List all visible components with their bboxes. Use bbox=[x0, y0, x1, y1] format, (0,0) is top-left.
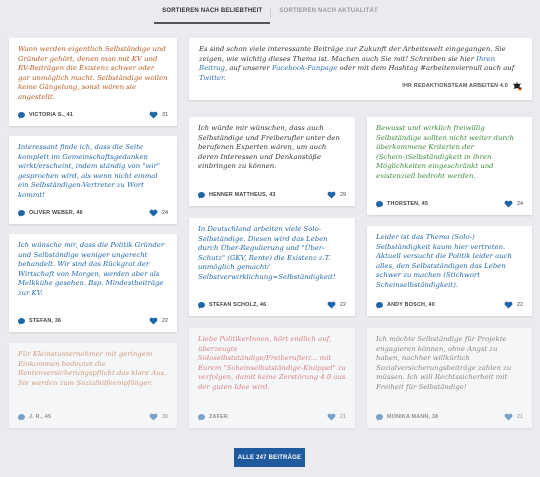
load-all-contributions-button[interactable]: ALLE 247 BEITRÄGE bbox=[234, 448, 305, 467]
tab-sort-recency[interactable]: SORTIEREN NACH AKTUALITÄT bbox=[279, 8, 378, 14]
author-name: ZAFER bbox=[209, 414, 228, 420]
editorial-signature bbox=[402, 81, 522, 91]
twitter-link[interactable]: Twitter bbox=[199, 73, 224, 82]
like-count: 21 bbox=[517, 414, 523, 420]
heart-icon bbox=[504, 413, 513, 421]
heart-icon bbox=[327, 301, 336, 309]
card-footer bbox=[376, 412, 523, 422]
heart-icon bbox=[149, 209, 158, 217]
speech-bubble-icon bbox=[376, 201, 383, 207]
like-button[interactable] bbox=[149, 111, 168, 119]
contribution-card[interactable] bbox=[189, 218, 355, 316]
speech-bubble-icon bbox=[376, 414, 383, 420]
author-name: THORSTEN, 45 bbox=[387, 201, 429, 207]
your-contribution-link[interactable]: Ihren Beitrag bbox=[199, 54, 496, 73]
signature-text: IHR REDAKTIONSTEAM ARBEITEN 4.0 bbox=[402, 83, 508, 89]
like-count: 30 bbox=[162, 414, 168, 420]
speech-bubble-icon bbox=[18, 318, 25, 324]
like-count: 21 bbox=[340, 414, 346, 420]
speech-bubble-icon bbox=[198, 302, 205, 308]
like-button[interactable] bbox=[149, 317, 168, 325]
contribution-card[interactable] bbox=[9, 38, 177, 126]
card-footer bbox=[376, 300, 523, 310]
editorial-info-box bbox=[189, 38, 532, 100]
like-button[interactable] bbox=[504, 200, 523, 208]
speech-bubble-icon bbox=[18, 112, 25, 118]
contribution-card[interactable] bbox=[367, 226, 532, 316]
like-count: 22 bbox=[340, 302, 346, 308]
like-button[interactable] bbox=[327, 301, 346, 309]
card-footer bbox=[18, 110, 168, 120]
contribution-card[interactable] bbox=[189, 328, 355, 428]
card-footer bbox=[18, 208, 168, 218]
contribution-quote: Bewusst und wirklich freiwillig Selbständige sollten nicht weiter durch überkommene Kriterien der (Schein-)Selbständigkeit in ihren Möglichkeiten eingeschränkt und existenziell bedroht werden. bbox=[376, 124, 514, 180]
speech-bubble-icon bbox=[198, 414, 205, 420]
author-name: MONIKA MANN, 38 bbox=[387, 414, 439, 420]
like-button[interactable] bbox=[504, 301, 523, 309]
contribution-quote: Liebe PolitikerInnen, hört endlich auf, überzeugte Soloselbstständige/Freiberufler/... mit Eurem "Scheinselbstständige-Knüppel" zu verfolgen, damit keine Zerstörung 4.0 aus der guten Idee wird. bbox=[198, 335, 346, 391]
author-name: OLIVER WEBER, 46 bbox=[29, 210, 83, 216]
like-count: 24 bbox=[517, 201, 523, 207]
heart-icon bbox=[327, 413, 336, 421]
speech-bubble-icon bbox=[376, 302, 383, 308]
heart-icon bbox=[504, 301, 513, 309]
like-button[interactable] bbox=[149, 209, 168, 217]
contribution-card[interactable] bbox=[367, 328, 532, 428]
like-count: 22 bbox=[517, 302, 523, 308]
info-text: Es sind schon viele interessante Beiträge zur Zukunft der Arbeitswelt eingegangen. Sie zeigen, wie wichtig dieses Thema ist. Machen auch Sie mit! Schreiben sie hier Ihren Beitrag, auf unserer Facebook-Fanpage oder mit dem Hashtag #arbeitenviernull auch auf Twitter. bbox=[199, 45, 515, 82]
sort-tabs bbox=[0, 0, 540, 24]
like-button[interactable] bbox=[327, 191, 346, 199]
author-name: STEFAN, 36 bbox=[29, 318, 62, 324]
tab-sort-popularity[interactable]: SORTIEREN NACH BELIEBTHEIT bbox=[154, 0, 270, 24]
contribution-card[interactable] bbox=[9, 343, 177, 428]
heart-icon bbox=[327, 191, 336, 199]
contribution-card[interactable] bbox=[9, 234, 177, 332]
heart-icon bbox=[149, 317, 158, 325]
speech-bubble-icon bbox=[198, 192, 205, 198]
author-name: ANDY BOSCH, 40 bbox=[387, 302, 435, 308]
contribution-card[interactable] bbox=[367, 117, 532, 215]
like-count: 31 bbox=[162, 112, 168, 118]
like-count: 22 bbox=[162, 318, 168, 324]
contribution-quote: Für Kleinstunternehmer mit geringem Einkommen bedeutet die Rentenversicherungspflicht das klare Aus. Sie werden zum Sozialhilfeempfänger. bbox=[18, 350, 167, 387]
heart-icon bbox=[504, 200, 513, 208]
contribution-quote: Ich möchte Selbständige für Projekte engagieren können, ohne Angst zu haben, nachher willkürlich Sozialversicherungsbeiträge zahlen zu müssen. Ich will Rechtssicherheit mit Freiheit für Selbständige! bbox=[376, 335, 512, 391]
heart-icon bbox=[149, 413, 158, 421]
author-name: STEFAN SCHOLZ, 46 bbox=[209, 302, 267, 308]
like-button[interactable] bbox=[149, 413, 168, 421]
speech-bubble-icon bbox=[18, 414, 25, 420]
author-name: VICTORIA S., 41 bbox=[29, 112, 74, 118]
contribution-quote: Wann werden eigentlich Selbständige und Gründer gehört, denen man mit KV und RV-Beiträgen die Existenz schwer oder gar unmöglich macht. Selbständige wollen keine Gängelung, sonst wären sie angestellt. bbox=[18, 45, 168, 101]
card-footer bbox=[198, 190, 346, 200]
card-footer bbox=[18, 412, 168, 422]
like-button[interactable] bbox=[504, 413, 523, 421]
contribution-quote: In Deutschland arbeiten viele Solo-Selbständige. Diesen wird das Leben durch Über-Regulierung und "Über-Schutz" (GKV, Rente) die Existenz z.T. unmöglich gemacht/ Selbstverwirklichung=Selbständigkeit! bbox=[198, 225, 336, 281]
federal-eagle-icon bbox=[512, 81, 522, 91]
card-footer bbox=[198, 300, 346, 310]
contribution-quote: Interessant finde ich, dass die Seite komplett im Gemeinschaftsgedanken wirkt/erscheint, indem ständig von "wir" gesprochen wird, als wenn nicht einmal ein Selbständigen-Vertreter zu Wort kommt! bbox=[18, 143, 161, 199]
author-name: J. R., 45 bbox=[29, 414, 52, 420]
contribution-card[interactable] bbox=[189, 117, 355, 206]
facebook-fanpage-link[interactable]: Facebook-Fanpage bbox=[271, 64, 338, 73]
contribution-card[interactable] bbox=[9, 136, 177, 224]
like-button[interactable] bbox=[327, 413, 346, 421]
author-name: HENNER MATTHEUS, 43 bbox=[209, 192, 276, 198]
heart-icon bbox=[149, 111, 158, 119]
card-footer bbox=[376, 199, 523, 209]
speech-bubble-icon bbox=[18, 210, 25, 216]
like-count: 29 bbox=[340, 192, 346, 198]
like-count: 24 bbox=[162, 210, 168, 216]
contribution-quote: Leider ist das Thema (Solo-) Selbständigkeit kaum hier vertreten. Aktuell versucht die Politik leider auch alles, den Selbstständigen das Leben schwer zu machen (Stichwort Scheinselbständigkeit). bbox=[376, 233, 512, 289]
card-footer bbox=[198, 412, 346, 422]
contribution-quote: Ich würde mir wünschen, dass auch Selbständige und Freiberufler unter den berufenen Experten wären, um auch deren Interessen und Denkanstöße einbringen zu können. bbox=[198, 124, 340, 171]
contribution-quote: Ich wünsche mir, dass die Politik Gründer und Selbständige weniger ungerecht behandelt. Wir sind das Rückgrat der Wirtschaft von Morgen, werden aber als Melkkühe gesehen. Bsp. Mindestbeiträge zur KV. bbox=[18, 241, 165, 297]
card-footer bbox=[18, 316, 168, 326]
